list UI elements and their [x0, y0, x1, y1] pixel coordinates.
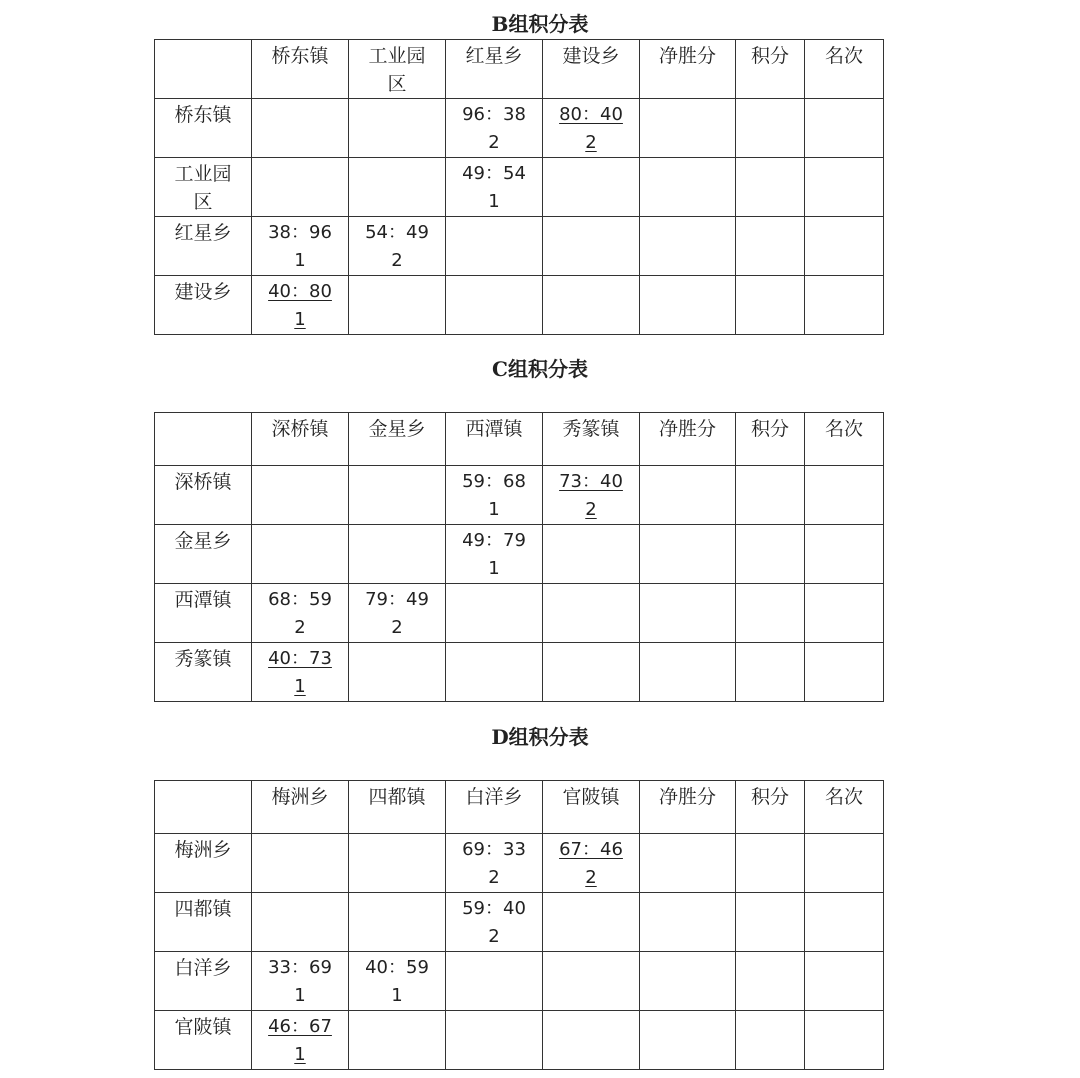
empty-cell [805, 276, 884, 335]
column-header-label: 积分 [750, 418, 789, 440]
match-points: 1 [294, 250, 306, 271]
row-header [155, 643, 252, 702]
empty-cell [252, 99, 349, 158]
empty-cell [640, 276, 736, 335]
match-score: 54：49 [365, 222, 429, 243]
empty-cell [640, 99, 736, 158]
empty-cell [252, 834, 349, 893]
column-header-label: 积分 [750, 45, 789, 67]
row-header [155, 525, 252, 584]
column-header-label: 名次 [824, 45, 863, 67]
match-score: 59：40 [462, 898, 526, 919]
table-row [155, 466, 884, 525]
row-header [155, 893, 252, 952]
table-title: C组积分表 [492, 357, 588, 381]
table-title: D组积分表 [491, 725, 589, 749]
column-header [349, 40, 446, 99]
match-points: 2 [488, 926, 500, 947]
table-row [155, 584, 884, 643]
column-header [252, 40, 349, 99]
match-score: 96：38 [462, 104, 526, 125]
match-points: 1 [488, 558, 500, 579]
match-score: 46：67 [268, 1016, 332, 1037]
empty-cell [349, 834, 446, 893]
empty-cell [640, 893, 736, 952]
score-cell [543, 834, 640, 893]
column-header [252, 413, 349, 466]
row-header [155, 834, 252, 893]
match-score: 40：80 [268, 281, 332, 302]
score-cell [252, 643, 349, 702]
empty-cell [543, 217, 640, 276]
empty-cell [543, 584, 640, 643]
match-points: 1 [488, 499, 500, 520]
row-header [155, 1011, 252, 1070]
column-header [543, 40, 640, 99]
empty-cell [543, 1011, 640, 1070]
column-header-label: 官陂镇 [562, 786, 620, 808]
match-score: 73：40 [559, 471, 623, 492]
score-cell [349, 217, 446, 276]
match-points: 2 [294, 617, 306, 638]
table-row [155, 525, 884, 584]
score-cell [446, 99, 543, 158]
empty-cell [252, 158, 349, 217]
empty-cell [640, 466, 736, 525]
empty-cell [252, 466, 349, 525]
empty-cell [640, 584, 736, 643]
row-header [155, 584, 252, 643]
empty-cell [805, 1011, 884, 1070]
column-header [252, 781, 349, 834]
empty-cell [543, 952, 640, 1011]
column-header [736, 781, 805, 834]
table-row [155, 893, 884, 952]
match-points: 2 [488, 132, 500, 153]
table-row [155, 158, 884, 217]
empty-cell [805, 466, 884, 525]
empty-cell [736, 834, 805, 893]
score-cell [446, 893, 543, 952]
score-cell [252, 217, 349, 276]
empty-cell [446, 952, 543, 1011]
column-header-label: 建设乡 [562, 45, 620, 67]
match-points: 1 [294, 1044, 306, 1065]
match-points: 2 [585, 132, 597, 153]
empty-cell [252, 893, 349, 952]
row-header [155, 952, 252, 1011]
match-points: 2 [585, 867, 597, 888]
empty-cell [736, 893, 805, 952]
empty-cell [349, 466, 446, 525]
row-header [155, 217, 252, 276]
column-header-label: 净胜分 [658, 418, 716, 440]
score-cell [446, 525, 543, 584]
column-header-label: 秀篆镇 [562, 418, 620, 440]
table-title: B组积分表 [491, 12, 589, 36]
match-score: 79：49 [365, 589, 429, 610]
score-cell [543, 99, 640, 158]
column-header [805, 413, 884, 466]
row-team-label: 桥东镇 [174, 104, 232, 126]
empty-cell [640, 158, 736, 217]
empty-cell [349, 158, 446, 217]
match-score: 80：40 [559, 104, 623, 125]
empty-cell [640, 643, 736, 702]
empty-cell [805, 952, 884, 1011]
empty-cell [543, 276, 640, 335]
column-header [543, 781, 640, 834]
match-points: 2 [391, 250, 403, 271]
table-row [155, 99, 884, 158]
score-cell [252, 584, 349, 643]
column-header-label: 红星乡 [465, 45, 523, 67]
empty-cell [640, 217, 736, 276]
empty-cell [640, 952, 736, 1011]
score-cell [252, 952, 349, 1011]
empty-cell [543, 525, 640, 584]
empty-cell [805, 584, 884, 643]
column-header-label: 净胜分 [658, 786, 716, 808]
empty-cell [736, 99, 805, 158]
header-row [155, 781, 884, 834]
column-header-label: 梅洲乡 [271, 786, 329, 808]
match-score: 33：69 [268, 957, 332, 978]
empty-cell [349, 99, 446, 158]
empty-cell [543, 643, 640, 702]
column-header-label: 金星乡 [368, 418, 426, 440]
column-header-label: 积分 [750, 786, 789, 808]
empty-cell [736, 1011, 805, 1070]
row-header [155, 276, 252, 335]
column-header [805, 781, 884, 834]
empty-cell [349, 276, 446, 335]
row-header [155, 99, 252, 158]
score-cell [446, 158, 543, 217]
match-score: 67：46 [559, 839, 623, 860]
empty-cell [640, 834, 736, 893]
column-header-label: 桥东镇 [271, 45, 329, 67]
empty-cell [349, 893, 446, 952]
match-points: 2 [488, 867, 500, 888]
column-header [349, 413, 446, 466]
row-header [155, 466, 252, 525]
empty-cell [736, 158, 805, 217]
empty-cell [446, 584, 543, 643]
match-score: 40：73 [268, 648, 332, 669]
score-cell [349, 584, 446, 643]
match-score: 49：54 [462, 163, 526, 184]
column-header-label: 深桥镇 [271, 418, 329, 440]
header-corner-cell [155, 413, 252, 466]
row-team-label: 白洋乡 [174, 957, 232, 979]
header-corner-cell [155, 40, 252, 99]
header-row [155, 40, 884, 99]
table-row [155, 834, 884, 893]
empty-cell [805, 158, 884, 217]
column-header [543, 413, 640, 466]
column-header-label [155, 781, 251, 783]
empty-cell [349, 1011, 446, 1070]
empty-cell [805, 525, 884, 584]
empty-cell [640, 525, 736, 584]
match-points: 2 [585, 499, 597, 520]
match-score: 38：96 [268, 222, 332, 243]
empty-cell [252, 525, 349, 584]
column-header [446, 40, 543, 99]
empty-cell [736, 643, 805, 702]
column-header-label: 白洋乡 [465, 786, 523, 808]
empty-cell [805, 834, 884, 893]
match-points: 1 [391, 985, 403, 1006]
column-header [640, 40, 736, 99]
column-header-label [155, 413, 251, 415]
score-table [154, 780, 884, 1070]
score-cell [543, 466, 640, 525]
column-header [640, 413, 736, 466]
row-header [155, 158, 252, 217]
column-header [349, 781, 446, 834]
column-header-label: 名次 [824, 418, 863, 440]
empty-cell [349, 643, 446, 702]
match-points: 1 [488, 191, 500, 212]
empty-cell [805, 99, 884, 158]
column-header [736, 413, 805, 466]
row-team-label: 梅洲乡 [174, 839, 232, 861]
empty-cell [543, 893, 640, 952]
empty-cell [736, 217, 805, 276]
column-header [446, 413, 543, 466]
column-header [736, 40, 805, 99]
score-cell [252, 276, 349, 335]
column-header [640, 781, 736, 834]
table-row [155, 1011, 884, 1070]
column-header [446, 781, 543, 834]
score-cell [446, 834, 543, 893]
empty-cell [349, 525, 446, 584]
table-row [155, 952, 884, 1011]
row-team-label: 建设乡 [174, 281, 232, 303]
table-row [155, 276, 884, 335]
score-cell [349, 952, 446, 1011]
match-score: 68：59 [268, 589, 332, 610]
row-team-label: 官陂镇 [174, 1016, 232, 1038]
column-header-label: 西潭镇 [465, 418, 523, 440]
column-header-label: 名次 [824, 786, 863, 808]
empty-cell [736, 584, 805, 643]
row-team-label: 四都镇 [174, 898, 232, 920]
header-corner-cell [155, 781, 252, 834]
empty-cell [805, 217, 884, 276]
empty-cell [446, 217, 543, 276]
match-points: 1 [294, 309, 306, 330]
score-table [154, 412, 884, 702]
empty-cell [446, 643, 543, 702]
column-header-label: 工业园区 [368, 45, 426, 95]
row-team-label: 红星乡 [174, 222, 232, 244]
empty-cell [446, 276, 543, 335]
match-points: 1 [294, 985, 306, 1006]
column-header-label: 净胜分 [658, 45, 716, 67]
row-team-label: 工业园区 [174, 163, 232, 213]
header-row [155, 413, 884, 466]
table-row [155, 217, 884, 276]
column-header [805, 40, 884, 99]
empty-cell [736, 952, 805, 1011]
match-score: 69：33 [462, 839, 526, 860]
score-cell [252, 1011, 349, 1070]
empty-cell [736, 525, 805, 584]
row-team-label: 秀篆镇 [174, 648, 232, 670]
score-cell [446, 466, 543, 525]
row-team-label: 深桥镇 [174, 471, 232, 493]
match-points: 1 [294, 676, 306, 697]
row-team-label: 金星乡 [174, 530, 232, 552]
match-score: 49：79 [462, 530, 526, 551]
empty-cell [736, 276, 805, 335]
match-points: 2 [391, 617, 403, 638]
match-score: 40：59 [365, 957, 429, 978]
table-row [155, 643, 884, 702]
empty-cell [640, 1011, 736, 1070]
empty-cell [736, 466, 805, 525]
row-team-label: 西潭镇 [174, 589, 232, 611]
empty-cell [446, 1011, 543, 1070]
empty-cell [805, 893, 884, 952]
empty-cell [805, 643, 884, 702]
column-header-label: 四都镇 [368, 786, 426, 808]
column-header-label [155, 40, 251, 42]
match-score: 59：68 [462, 471, 526, 492]
empty-cell [543, 158, 640, 217]
score-table [154, 39, 884, 335]
